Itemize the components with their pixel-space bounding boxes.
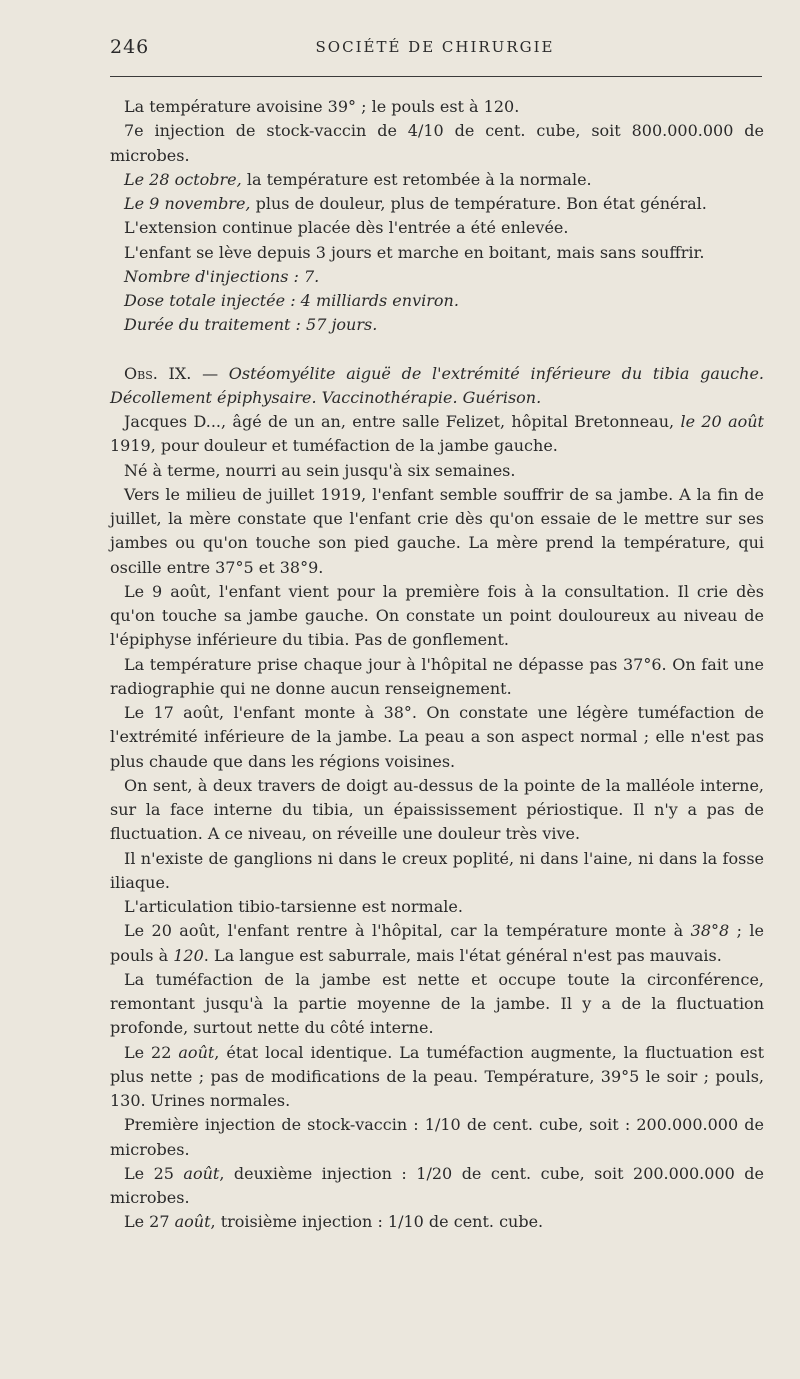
observation-label: Obs. IX. — [124, 363, 192, 383]
paragraph: Il n'existe de ganglions ni dans le creux poplité, ni dans l'aine, ni dans la fosse iliaque. — [110, 848, 764, 892]
observation-dash: — — [191, 363, 229, 383]
month: août — [174, 1212, 211, 1232]
header-rule — [110, 76, 762, 77]
summary-duration: Durée du traitement : 57 jours. — [124, 315, 378, 335]
month: août — [178, 1042, 215, 1062]
paragraph: 7e injection de stock-vaccin de 4/10 de cent. cube, soit 800.000.000 de microbes. — [110, 121, 764, 165]
paragraph-text: Le 20 août, l'enfant rentre à l'hôpital, car la température monte à — [124, 921, 691, 941]
date: Le 9 novembre, — [124, 194, 251, 213]
paragraph: L'extension continue placée dès l'entrée a été enlevée. — [124, 218, 569, 238]
body-text — [110, 95, 764, 1235]
paragraph: L'articulation tibio-tarsienne est normale. — [124, 897, 463, 916]
date: Le 28 octobre, — [124, 169, 242, 189]
paragraph-text: , deuxième injection : 1/20 de cent. cube, soit 200.000.000 de microbes. — [110, 1163, 765, 1207]
paragraph-text: . La langue est saburrale, mais l'état général n'est pas mauvais. — [203, 945, 722, 965]
paragraph: Le 9 août, l'enfant vient pour la première fois à la consultation. Il crie dès qu'on touche sa jambe gauche. On constate un point douloureux au niveau de l'épiphyse inférieure du tibia. Pas de gonflement. — [110, 581, 764, 650]
paragraph: Né à terme, nourri au sein jusqu'à six semaines. — [124, 460, 516, 480]
observation-heading — [110, 362, 764, 411]
paragraph-text: Jacques D..., âgé de un an, entre salle Felizet, hôpital Bretonneau, — [124, 412, 681, 431]
paragraph: On sent, à deux travers de doigt au-dessus de la pointe de la malléole interne, sur la face interne du tibia, un épaississement périostique. Il n'y a pas de fluctuation. A ce niveau, on réveille une douleur très vive. — [110, 775, 764, 844]
paragraph-text: Le 27 — [124, 1212, 175, 1232]
paragraph — [110, 1162, 764, 1211]
paragraph-text: ; le pouls à — [110, 921, 765, 965]
paragraph — [110, 1041, 764, 1114]
paragraph: La température prise chaque jour à l'hôpital ne dépasse pas 37°6. On fait une radiographie qui ne donne aucun renseignement. — [110, 654, 764, 698]
paragraph — [110, 919, 764, 968]
paragraph: Vers le milieu de juillet 1919, l'enfant semble souffrir de sa jambe. A la fin de juillet, la mère constate que l'enfant crie dès qu'on essaie de le mettre sur ses jambes ou qu'on touche son pied gauche. La mère prend la température, qui oscille entre 37°5 et 38°9. — [110, 484, 764, 577]
observation-title: Ostéomyélite aiguë de l'extrémité inférieure du tibia gauche. Décollement épiphysaire. Vaccinothérapie. Guérison. — [110, 363, 765, 407]
paragraph: La température avoisine 39° ; le pouls est à 120. — [124, 97, 520, 116]
paragraph — [110, 192, 764, 216]
paragraph-text: Le 25 — [124, 1163, 184, 1183]
paragraph — [110, 1210, 764, 1234]
paragraph: Première injection de stock-vaccin : 1/10 de cent. cube, soit : 200.000.000 de microbes. — [110, 1115, 764, 1159]
date: le 20 août — [680, 412, 764, 431]
paragraph: Le 17 août, l'enfant monte à 38°. On constate une légère tuméfaction de l'extrémité inférieure de la jambe. La peau a son aspect normal ; elle n'est pas plus chaude que dans les régions voisines. — [110, 703, 764, 771]
paragraph-text: plus de douleur, plus de température. Bon état général. — [250, 194, 707, 213]
summary-injections: Nombre d'injections : 7. — [124, 266, 320, 286]
page-header — [110, 34, 760, 64]
paragraph-text: Le 22 — [124, 1042, 179, 1062]
paragraph: L'enfant se lève depuis 3 jours et marche en boitant, mais sans souffrir. — [124, 242, 705, 262]
paragraph-text: , état local identique. La tuméfaction augmente, la fluctuation est plus nette ; pas de modifications de la peau. Température, 39°5 le soir ; pouls, 130. Urines normales. — [110, 1042, 765, 1110]
paragraph — [110, 168, 764, 192]
running-title: SOCIÉTÉ DE CHIRURGIE — [315, 38, 555, 56]
pulse: 120 — [173, 945, 204, 965]
paragraph-text: la température est retombée à la normale. — [241, 169, 592, 189]
page-number: 246 — [110, 36, 150, 58]
month: août — [183, 1163, 220, 1183]
paragraph — [110, 410, 764, 459]
temperature: 38°8 — [690, 921, 730, 941]
paragraph-text: 1919, pour douleur et tuméfaction de la jambe gauche. — [110, 436, 558, 456]
paragraph: La tuméfaction de la jambe est nette et occupe toute la circonférence, remontant jusqu'à la partie moyenne de la jambe. Il y a de la fluctuation profonde, surtout nette du côté interne. — [110, 969, 764, 1038]
section-gap — [110, 338, 764, 362]
summary-dose: Dose totale injectée : 4 milliards environ. — [124, 291, 459, 310]
paragraph-text: , troisième injection : 1/10 de cent. cube. — [210, 1212, 544, 1232]
